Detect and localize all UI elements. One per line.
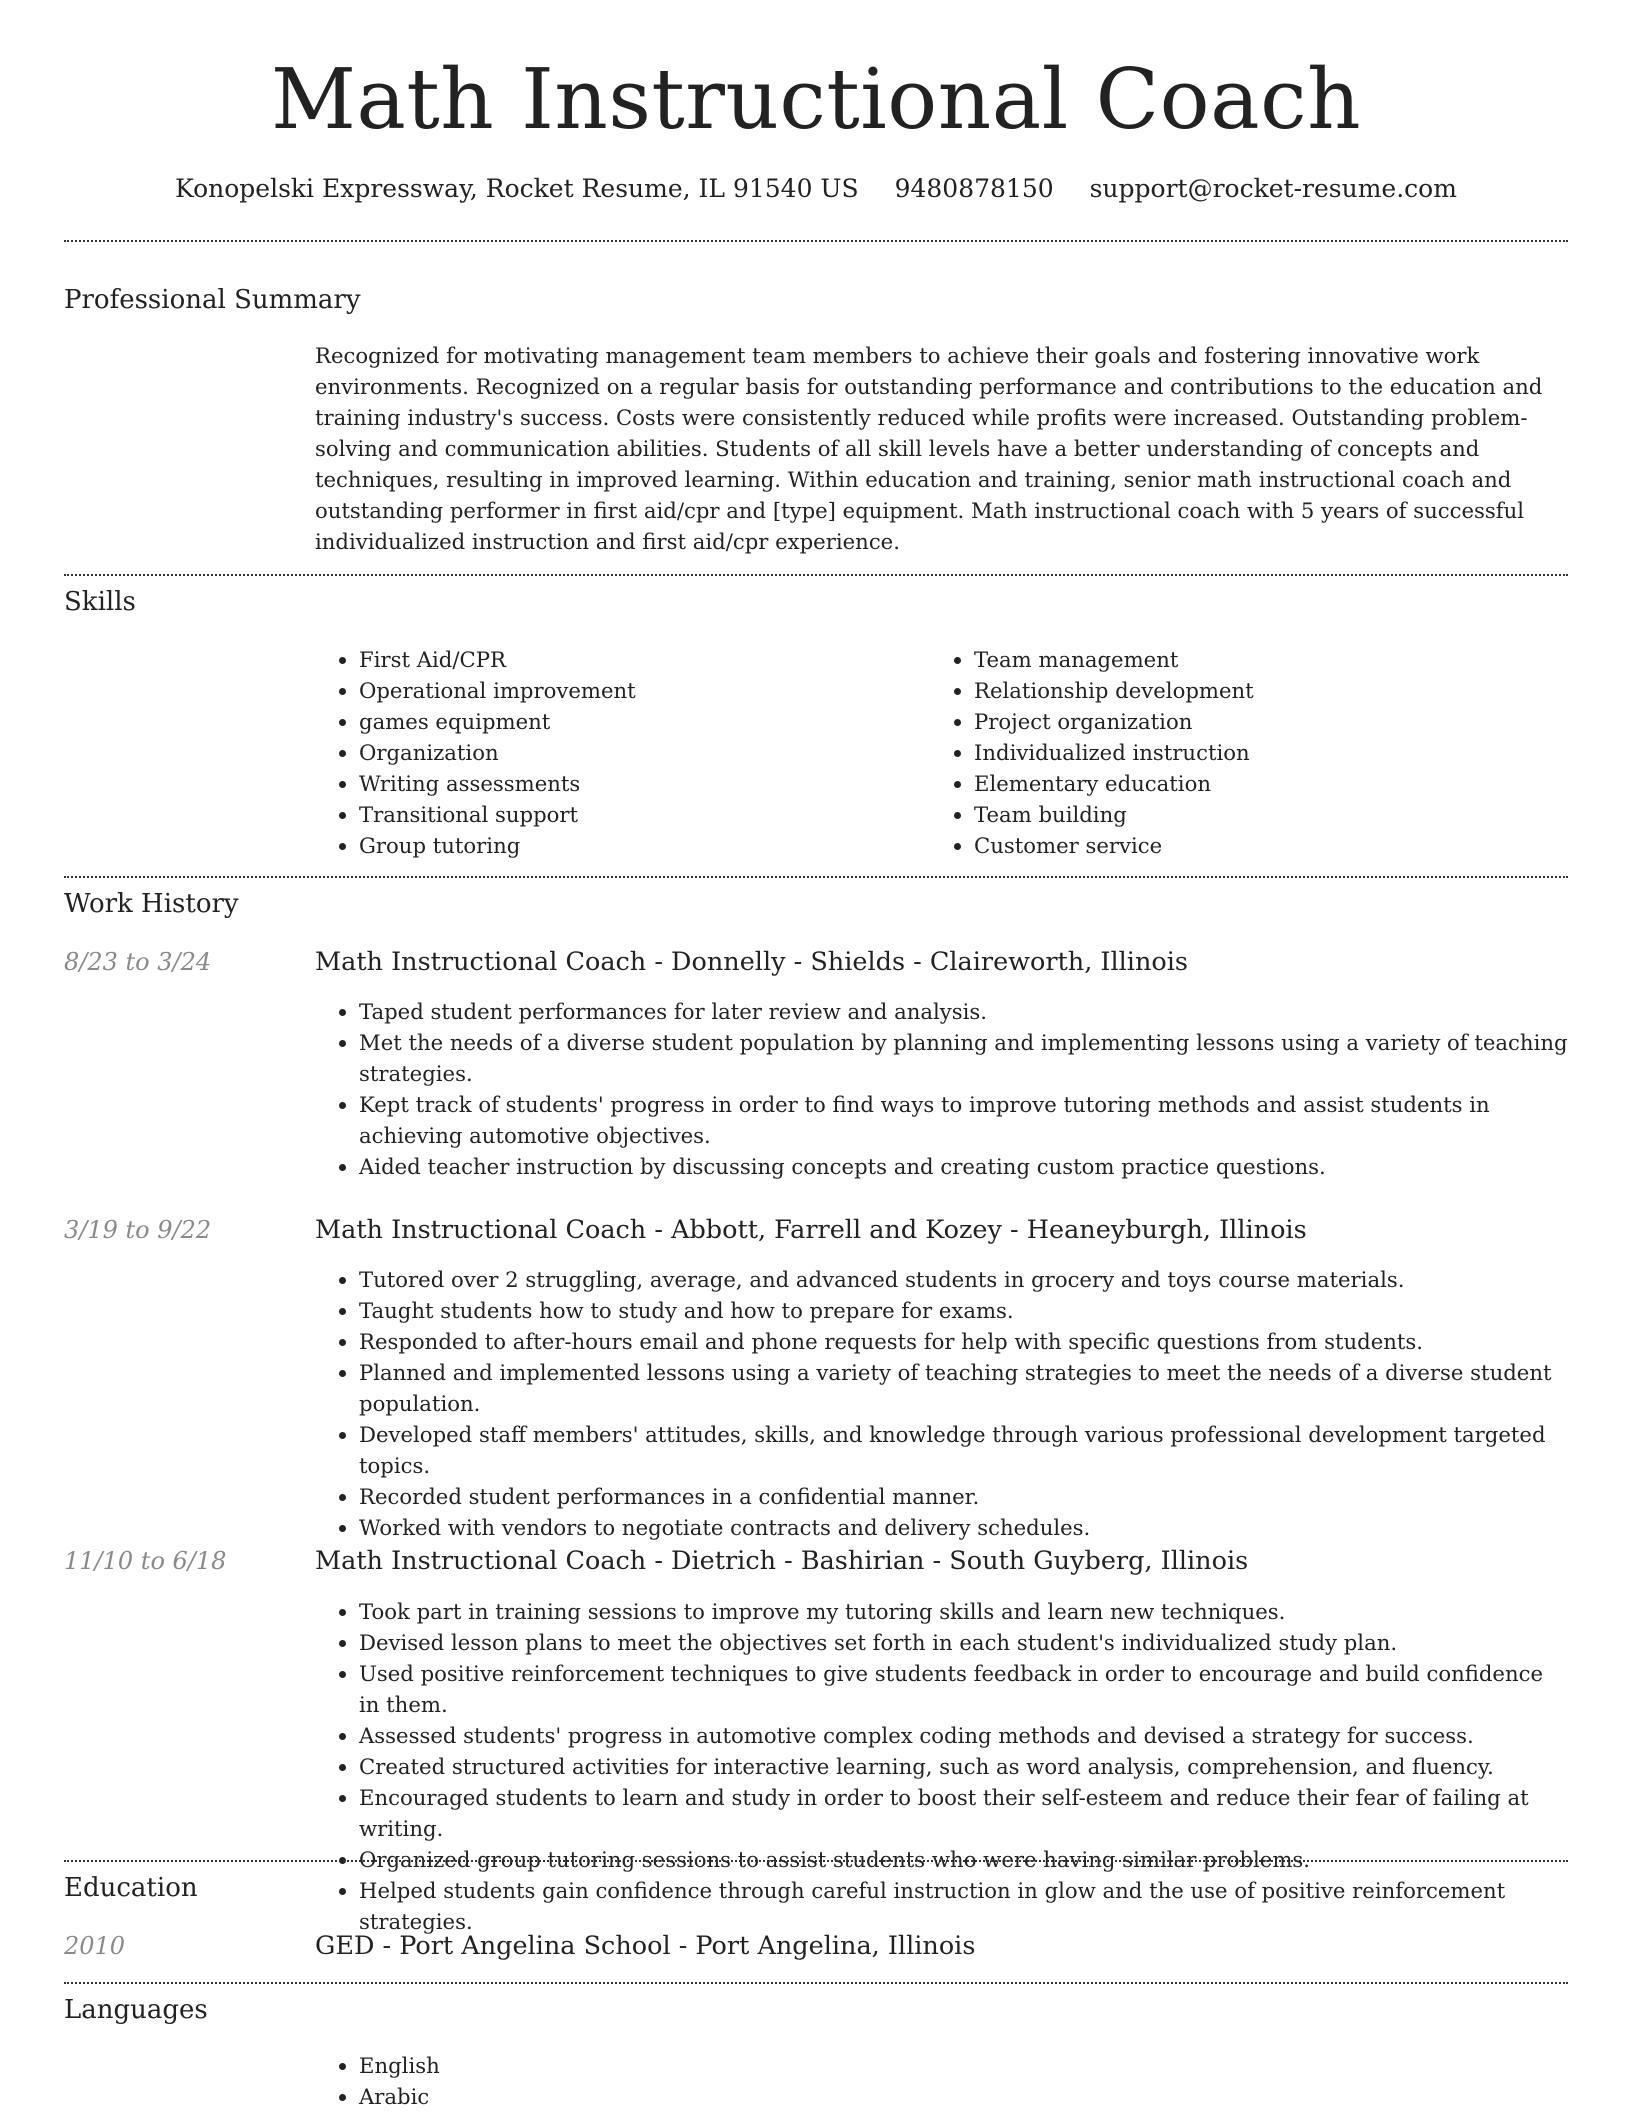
- job-dates: 8/23 to 3/24: [64, 948, 212, 976]
- skill-item: • Customer service: [974, 830, 1530, 861]
- job-bullet: • Taped student performances for later review and analysis.: [359, 996, 1568, 1027]
- job-bullet: • Aided teacher instruction by discussing concepts and creating custom practice questions.: [359, 1151, 1568, 1182]
- language-item: • English: [359, 2050, 1568, 2081]
- skill-item: • Organization: [359, 737, 915, 768]
- address: Konopelski Expressway, Rocket Resume, IL 91540 US: [175, 174, 859, 203]
- section-title-skills: Skills: [64, 587, 136, 617]
- skill-item: • Group tutoring: [359, 830, 915, 861]
- skill-item: • Team building: [974, 799, 1530, 830]
- phone: 9480878150: [894, 174, 1054, 203]
- job-bullet: • Responded to after-hours email and phone requests for help with specific questions from students.: [359, 1326, 1568, 1357]
- candidate-name: Math Instructional Coach: [270, 51, 1362, 148]
- contact-line: [0, 170, 1632, 208]
- summary-text: Recognized for motivating management team members to achieve their goals and fostering innovative work environments. Recognized on a regular basis for outstanding performance and contributions to the education and training industry's success. Costs were consistently reduced while profits were increased. Outstanding problem-solving and communication abilities. Students of all skill levels have a better understanding of concepts and techniques, resulting in improved learning. Within education and training, senior math instructional coach and outstanding performer in first aid/cpr and [type] equipment. Math instructional coach with 5 years of successful individualized instruction and first aid/cpr experience.: [315, 343, 1543, 554]
- skill-item: • Relationship development: [974, 675, 1530, 706]
- job-bullets: [315, 996, 1568, 1182]
- section-title-summary: Professional Summary: [64, 285, 361, 315]
- skill-item: • Transitional support: [359, 799, 915, 830]
- skill-item: • Writing assessments: [359, 768, 915, 799]
- job-bullet: • Planned and implemented lessons using a variety of teaching strategies to meet the needs of a diverse student population.: [359, 1357, 1568, 1419]
- education-date: 2010: [64, 1932, 126, 1960]
- section-title-work: Work History: [64, 889, 239, 919]
- skills-column-1: [315, 644, 915, 861]
- job-dates: 3/19 to 9/22: [64, 1216, 212, 1244]
- job-bullet: • Recorded student performances in a confidential manner.: [359, 1481, 1568, 1512]
- job-bullet: • Developed staff members' attitudes, skills, and knowledge through various professional development targeted topics.: [359, 1419, 1568, 1481]
- divider: [64, 574, 1568, 576]
- skill-item: • games equipment: [359, 706, 915, 737]
- job-bullet: • Created structured activities for interactive learning, such as word analysis, comprehension, and fluency.: [359, 1751, 1568, 1782]
- job-bullet: • Devised lesson plans to meet the objectives set forth in each student's individualized study plan.: [359, 1627, 1568, 1658]
- skill-item: • Operational improvement: [359, 675, 915, 706]
- job-bullet: • Helped students gain confidence through careful instruction in glow and the use of positive reinforcement strategies.: [359, 1875, 1568, 1937]
- job-bullet: • Organized group tutoring sessions to assist students who were having similar problems.: [359, 1844, 1568, 1875]
- language-item: • Arabic: [359, 2081, 1568, 2112]
- skill-item: • Individualized instruction: [974, 737, 1530, 768]
- job-bullet: • Used positive reinforcement techniques to give students feedback in order to encourage and build confidence in them.: [359, 1658, 1568, 1720]
- section-title-languages: Languages: [64, 1995, 208, 2025]
- job-bullet: • Tutored over 2 struggling, average, and advanced students in grocery and toys course materials.: [359, 1264, 1568, 1295]
- job-title: Math Instructional Coach - Abbott, Farrell and Kozey - Heaneyburgh, Illinois: [315, 1215, 1307, 1245]
- job-bullet: • Kept track of students' progress in order to find ways to improve tutoring methods and assist students in achieving automotive objectives.: [359, 1089, 1568, 1151]
- skills-column-2: [930, 644, 1530, 861]
- job-dates: 11/10 to 6/18: [64, 1547, 227, 1575]
- divider: [64, 1982, 1568, 1984]
- skill-item: • Elementary education: [974, 768, 1530, 799]
- section-title-education: Education: [64, 1873, 198, 1903]
- job-bullet: • Worked with vendors to negotiate contracts and delivery schedules.: [359, 1512, 1568, 1543]
- job-bullets: [315, 1596, 1568, 1937]
- divider: [64, 1860, 1568, 1862]
- email: support@rocket-resume.com: [1089, 174, 1457, 203]
- job-bullet: • Took part in training sessions to improve my tutoring skills and learn new techniques.: [359, 1596, 1568, 1627]
- job-title: Math Instructional Coach - Donnelly - Shields - Claireworth, Illinois: [315, 947, 1188, 977]
- divider: [64, 876, 1568, 878]
- skill-item: • Project organization: [974, 706, 1530, 737]
- job-title: Math Instructional Coach - Dietrich - Bashirian - South Guyberg, Illinois: [315, 1546, 1249, 1576]
- languages-list: [315, 2050, 1568, 2112]
- job-bullet: • Assessed students' progress in automotive complex coding methods and devised a strategy for success.: [359, 1720, 1568, 1751]
- education-entry: GED - Port Angelina School - Port Angelina, Illinois: [315, 1931, 976, 1961]
- job-bullets: [315, 1264, 1568, 1543]
- job-bullet: • Met the needs of a diverse student population by planning and implementing lessons using a variety of teaching strategies.: [359, 1027, 1568, 1089]
- skill-item: • Team management: [974, 644, 1530, 675]
- job-bullet: • Taught students how to study and how to prepare for exams.: [359, 1295, 1568, 1326]
- divider: [64, 240, 1568, 242]
- job-bullet: • Encouraged students to learn and study in order to boost their self-esteem and reduce their fear of failing at writing.: [359, 1782, 1568, 1844]
- skill-item: • First Aid/CPR: [359, 644, 915, 675]
